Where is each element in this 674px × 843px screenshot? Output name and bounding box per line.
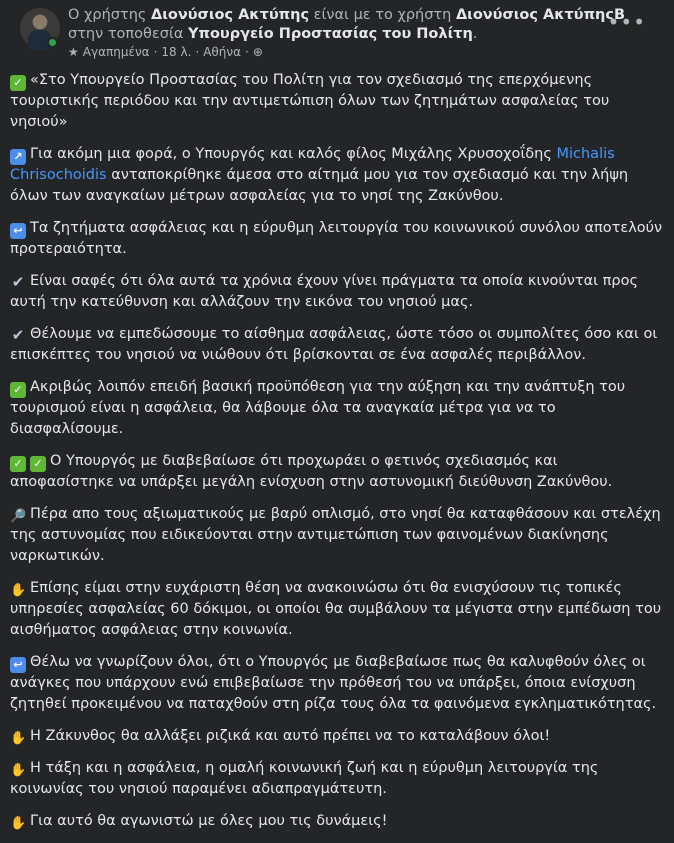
check-icon: ✓	[10, 382, 26, 398]
post-paragraph: ✔ Θέλουμε να εμπεδώσουμε το αίσθημα ασφάλειας, ώστε τόσο οι συμπολίτες όσο και οι επισκέπτες του νησιού να νιώθουν ότι βρίσκονται σε ένα ασφαλές περιβάλλον.	[10, 326, 658, 363]
post-paragraph: ✓ Ακριβώς λοιπόν επειδή βασική προϋπόθεση για την αύξηση και την ανάπτυξη του τουρισμού είναι η ασφάλεια, θα λάβουμε όλα τα αναγκαία μέτρα για να το διασφαλίσουμε.	[10, 379, 626, 437]
handshake-icon: ✋	[10, 763, 27, 778]
arrow-up-right-icon: ↗	[10, 149, 26, 165]
post-paragraph: ✋ Η τάξη και η ασφάλεια, η ομαλή κοινωνική ζωή και η εύρυθμη λειτουργία της κοινωνίας του νησιού παραμένει αδιαπραγμάτευτη.	[10, 760, 599, 797]
checkmark-icon: ✔	[11, 273, 25, 291]
post-paragraph: ↩ Θέλω να γνωρίζουν όλοι, ότι ο Υπουργός με διαβεβαίωσε πως θα καλυφθούν όλες οι ανάγκες που υπάρχουν ενώ επιβεβαίωσε την πρόθεσή του να υπάρξει, όποια ενίσχυση ζητηθεί προκειμένου να παταχθούν στη ρίζα τους όλα τα φαινόμενα εγκληματικότητας.	[10, 654, 657, 712]
return-arrow-icon: ↩	[10, 657, 26, 673]
handshake-icon: ✋	[10, 816, 27, 831]
post-paragraph: ✔ Είναι σαφές ότι όλα αυτά τα χρόνια έχουν γίνει πράγματα τα οποία κινούνται προς αυτή την κατεύθυνση και αλλάζουν την εικόνα του νησιού μας.	[10, 273, 638, 310]
tagged-user[interactable]: Διονύσιος ΑκτύπηςΒ	[455, 7, 626, 23]
globe-privacy-icon[interactable]: ⊕	[252, 45, 263, 59]
header-location-prefix: στην τοποθεσία	[68, 26, 188, 42]
double-check-icon: ✓	[30, 456, 46, 472]
double-check-icon: ✓	[10, 456, 26, 472]
author-name[interactable]: Διονύσιος Ακτύπης	[151, 7, 310, 23]
post-meta: ★ Αγαπημένα · 18 λ. · Αθήνα · ⊕	[68, 45, 263, 59]
checkmark-icon: ✔	[11, 326, 25, 344]
favorite-star-icon: ★	[68, 45, 79, 59]
magnifier-icon: 🔎	[10, 509, 27, 524]
post-paragraph: 🔎 Πέρα απο τους αξιωματικούς με βαρύ οπλισμό, στο νησί θα καταφθάσουν και στελέχη της αστυνομίας που ειδικεύονται στην αντιμετώπιση των φαινομένων διακίνησης ναρκωτικών.	[10, 506, 661, 564]
online-status-icon	[47, 37, 58, 48]
post-paragraph: ✓ «Στο Υπουργείο Προστασίας του Πολίτη για τον σχεδιασμό της επερχόμενης τουριστικής περιόδου και την αντιμετώπιση όλων των ζητημάτων ασφαλείας του νησιού»	[10, 72, 610, 130]
post-body	[10, 70, 664, 843]
handshake-icon: ✋	[10, 731, 27, 746]
location-link[interactable]: Υπουργείο Προστασίας του Πολίτη	[188, 26, 473, 42]
header-middle: είναι με το χρήστη	[309, 7, 456, 23]
post-time[interactable]: 18 λ.	[161, 45, 192, 59]
favorites-label: Αγαπημένα	[82, 45, 150, 59]
mention-link[interactable]: Michalis Chrisochoidis	[10, 146, 615, 183]
post-paragraph: ✋ Επίσης είμαι στην ευχάριστη θέση να ανακοινώσω ότι θα ενισχύσουν τις τοπικές υπηρεσίες ασφαλείας 60 δόκιμοι, οι οποίοι θα συμβάλουν τα μέγιστα στην εμπέδωση του αισθήματος ασφάλειας στην κοινωνία.	[10, 580, 662, 638]
post-paragraph: ✋ Για αυτό θα αγωνιστώ με όλες μου τις δυνάμεις!	[10, 813, 388, 831]
post-paragraph: ✓ ✓ Ο Υπουργός με διαβεβαίωσε ότι προχωράει ο φετινός σχεδιασμός και αποφασίστηκε να υπάρξει μεγάλη ενίσχυση στην αστυνομική διεύθυνση Ζακύνθου.	[10, 453, 613, 490]
post-paragraph: ↩ Τα ζητήματα ασφάλειας και η εύρυθμη λειτουργία του κοινωνικού συνόλου αποτελούν προτεραιότητα.	[10, 220, 663, 257]
post-place[interactable]: Αθήνα	[203, 45, 241, 59]
post-header	[10, 0, 664, 60]
return-arrow-icon: ↩	[10, 223, 26, 239]
more-options-icon[interactable]: •••	[607, 10, 646, 34]
check-icon: ✓	[10, 75, 26, 91]
handshake-icon: ✋	[10, 583, 27, 598]
post-paragraph: ↗ Για ακόμη μια φορά, ο Υπουργός και καλός φίλος Μιχάλης Χρυσοχοΐδης Michalis Chrisochoidis ανταποκρίθηκε άμεσα στο αίτημά μου για τον σχεδιασμό και την λήψη όλων των αναγκαίων μέτρων ασφαλείας για το νησί της Ζακύνθου.	[10, 146, 629, 204]
post-header-text: Ο χρήστης Διονύσιος Ακτύπης είναι με το χρήστη Διονύσιος ΑκτύπηςΒ στην τοποθεσία Υπουργείο Προστασίας του Πολίτη.	[68, 7, 626, 42]
post-paragraph: ✋ Η Ζάκυνθος θα αλλάξει ριζικά και αυτό πρέπει να το καταλάβουν όλοι!	[10, 728, 551, 746]
header-prefix: Ο χρήστης	[68, 7, 152, 23]
